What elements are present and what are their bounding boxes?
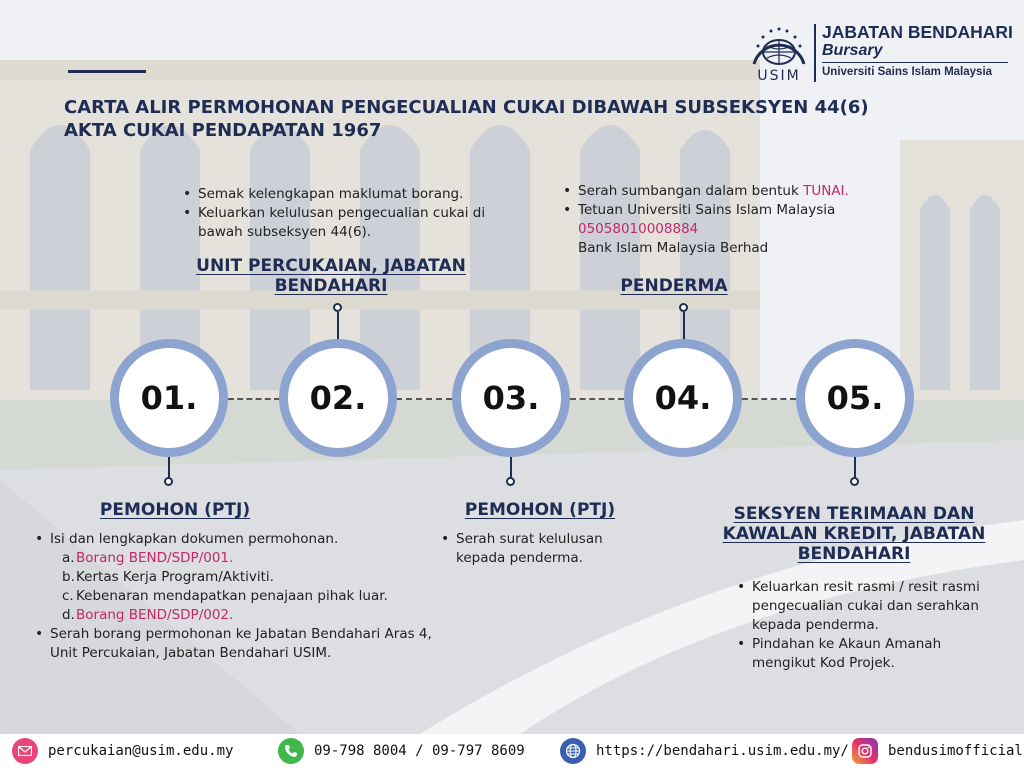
list-item: • Serah surat kelulusan kepada penderma.: [438, 530, 638, 568]
title-line-2: AKTA CUKAI PENDAPATAN 1967: [64, 120, 382, 141]
connector-04-05: [742, 398, 796, 400]
accent-line: [68, 70, 146, 73]
list-item: [32, 530, 432, 625]
step-02-connector-knob: [333, 303, 342, 312]
step-circle-inner: [633, 348, 733, 448]
step-05-label: SEKSYEN TERIMAAN DAN KAWALAN KREDIT, JABATAN BENDAHARI: [722, 504, 986, 564]
sublist-marker: a.: [62, 550, 75, 566]
list-item: [50, 549, 432, 568]
list-item: [50, 606, 432, 625]
footer-website[interactable]: [560, 734, 849, 768]
logo-rule: [822, 62, 1008, 63]
step-circle-inner: [119, 348, 219, 448]
step-01-connector: [168, 457, 170, 479]
step-circle-04: [624, 339, 742, 457]
step-01-label: PEMOHON (PTJ): [99, 500, 251, 520]
step-01-bullets: [32, 530, 432, 663]
step-circle-03: [452, 339, 570, 457]
step-number: 05.: [826, 379, 884, 417]
step-05-connector-knob: [850, 477, 859, 486]
logo-abbr: USIM: [757, 68, 801, 84]
step-number: 04.: [654, 379, 712, 417]
sublist-text: Kertas Kerja Program/Aktiviti.: [76, 569, 274, 585]
website-link: https://bendahari.usim.edu.my/: [596, 743, 849, 759]
list-item: [560, 182, 900, 201]
globe-icon: [560, 738, 586, 764]
step-01-connector-knob: [164, 477, 173, 486]
logo-org: JABATAN BENDAHARI: [822, 22, 1013, 42]
step-05-bullets: [734, 578, 996, 673]
step-circle-inner: [805, 348, 905, 448]
form-002-label: Borang BEND/SDP/002.: [76, 607, 234, 623]
cash-highlight: TUNAI.: [803, 183, 849, 199]
step-04-label: PENDERMA: [620, 276, 728, 296]
sublist-text: Kebenaran mendapatkan penajaan pihak luar.: [76, 588, 388, 604]
email-icon: [12, 738, 38, 764]
phone-text: 09-798 8004 / 09-797 8609: [314, 743, 525, 759]
contact-footer: [0, 734, 1024, 768]
footer-instagram[interactable]: [852, 734, 1023, 768]
list-item: [560, 201, 900, 258]
sublist-marker: b.: [62, 569, 75, 585]
logo-university: Universiti Sains Islam Malaysia: [822, 66, 993, 78]
step-04-bullet-1-text: Serah sumbangan dalam bentuk: [578, 183, 804, 199]
step-circle-inner: [461, 348, 561, 448]
step-02-connector: [337, 312, 339, 340]
step-04-bullet-2-text: Tetuan Universiti Sains Islam Malaysia: [578, 202, 836, 218]
document-sublist: [50, 549, 432, 625]
list-item: • Keluarkan kelulusan pengecualian cukai di bawah subseksyen 44(6).: [180, 204, 510, 242]
step-03-label: PEMOHON (PTJ): [464, 500, 616, 520]
step-circle-01: [110, 339, 228, 457]
usim-bursary-logo: [744, 22, 1012, 84]
list-item: • Pindahan ke Akaun Amanah mengikut Kod Projek.: [734, 635, 996, 673]
step-number: 02.: [309, 379, 367, 417]
instagram-handle: bendusimofficial: [888, 743, 1023, 759]
logo-org-sub: Bursary: [822, 42, 883, 59]
list-item: • Semak kelengkapan maklumat borang.: [180, 185, 510, 204]
step-04-bullets: [560, 182, 900, 258]
step-number: 03.: [482, 379, 540, 417]
list-item: • Keluarkan resit rasmi / resit rasmi pengecualian cukai dan serahkan kepada penderma.: [734, 578, 996, 635]
step-03-bullets: [438, 530, 638, 568]
list-item: • Serah borang permohonan ke Jabatan Bendahari Aras 4, Unit Percukaian, Jabatan Bendahari USIM.: [32, 625, 432, 663]
step-05-connector: [854, 457, 856, 479]
email-text: percukaian@usim.edu.my: [48, 743, 234, 759]
account-number: 05058010008884: [578, 221, 699, 237]
step-circle-inner: [288, 348, 388, 448]
step-number: 01.: [140, 379, 198, 417]
step-circle-02: [279, 339, 397, 457]
step-circle-05: [796, 339, 914, 457]
step-02-label: UNIT PERCUKAIAN, JABATAN BENDAHARI: [196, 256, 466, 296]
list-item: [50, 568, 432, 587]
list-item: [50, 587, 432, 606]
step-01-bullet-1-text: Isi dan lengkapkan dokumen permohonan.: [50, 531, 339, 547]
connector-01-02: [228, 398, 280, 400]
step-04-connector-knob: [679, 303, 688, 312]
form-001-label: Borang BEND/SDP/001.: [76, 550, 234, 566]
instagram-icon: [852, 738, 878, 764]
bank-name: Bank Islam Malaysia Berhad: [578, 240, 769, 256]
title-line-1: CARTA ALIR PERMOHONAN PENGECUALIAN CUKAI DIBAWAH SUBSEKSYEN 44(6): [64, 97, 869, 118]
footer-phone[interactable]: [278, 734, 525, 768]
connector-02-03: [396, 398, 452, 400]
step-03-connector-knob: [506, 477, 515, 486]
footer-email[interactable]: [12, 734, 233, 768]
sublist-marker: c.: [62, 588, 74, 604]
phone-icon: [278, 738, 304, 764]
step-02-bullets: [180, 185, 510, 242]
connector-03-04: [570, 398, 624, 400]
step-03-connector: [510, 457, 512, 479]
page-title: [64, 96, 964, 142]
sublist-marker: d.: [62, 607, 75, 623]
logo-divider: [814, 24, 816, 82]
step-04-connector: [683, 312, 685, 340]
